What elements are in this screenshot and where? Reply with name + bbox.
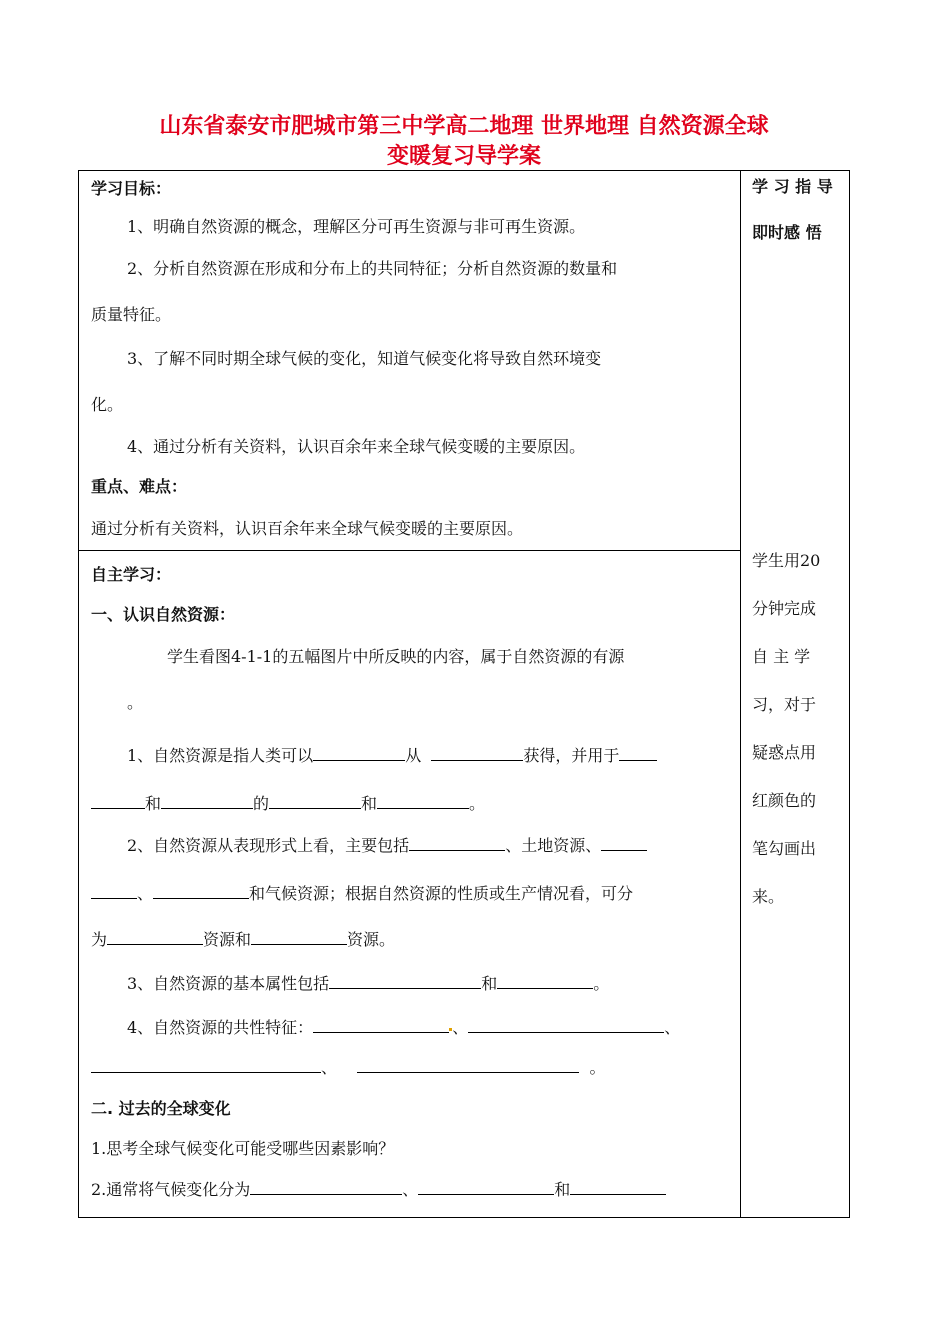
question-2-line-2 <box>91 883 633 904</box>
title-line-2: 变暖复习导学案 <box>386 144 541 169</box>
intro-line-1: 学生看图4-1-1的五幅图片中所反映的内容，属于自然资源的有源 <box>167 647 625 666</box>
intro-line-2: 。 <box>127 693 144 712</box>
q2-blank-3[interactable] <box>91 883 137 899</box>
objective-3-line-2: 化。 <box>91 395 124 414</box>
q1-text-a: 1、自然资源是指人类可以 <box>127 746 314 765</box>
key-points-text: 通过分析有关资料，认识百余年来全球气候变暖的主要原因。 <box>91 519 524 538</box>
sidebar-note-line-5: 疑惑点用 <box>752 743 817 762</box>
sidebar-guide-label: 学 习 指 导 <box>752 177 833 196</box>
s2-q2-text-c: 和 <box>554 1180 571 1199</box>
q2-text-b: 、土地资源、 <box>505 836 602 855</box>
q1-blank-2[interactable] <box>431 745 523 761</box>
q1-text-b: 从 <box>405 746 422 765</box>
sidebar-note-line-1: 学生用20 <box>752 551 821 570</box>
q3-blank-1[interactable] <box>329 973 481 989</box>
objective-1: 1、明确自然资源的概念，理解区分可再生资源与非可再生资源。 <box>127 217 586 236</box>
s2-q2-text-a: 2.通常将气候变化分为 <box>91 1180 251 1199</box>
q4-blank-2[interactable] <box>468 1017 664 1033</box>
objective-2-line-1: 2、分析自然资源在形成和分布上的共同特征；分析自然资源的数量和 <box>127 259 618 278</box>
q4-blank-3[interactable] <box>91 1057 321 1073</box>
s2-q2-blank-1[interactable] <box>250 1179 402 1195</box>
question-1-line-2 <box>91 793 485 814</box>
q1-text-f: 和 <box>361 794 378 813</box>
sidebar-insight-label: 即时感 悟 <box>752 223 822 242</box>
key-points-heading: 重点、难点： <box>91 477 188 496</box>
s2-q2-text-b: 、 <box>402 1180 419 1199</box>
q2-blank-2[interactable] <box>601 835 647 851</box>
q2-blank-6[interactable] <box>251 929 347 945</box>
objective-4: 4、通过分析有关资料，认识百余年来全球气候变暖的主要原因。 <box>127 437 586 456</box>
self-study-heading: 自主学习： <box>91 565 172 584</box>
question-2-line-1 <box>127 835 647 856</box>
sidebar-note-line-6: 红颜色的 <box>752 791 817 810</box>
q1-blank-1[interactable] <box>313 745 405 761</box>
q4-text-b: 、 <box>452 1018 469 1037</box>
row-divider <box>79 550 740 551</box>
q1-blank-6[interactable] <box>269 793 361 809</box>
question-1-line-1 <box>127 745 657 766</box>
question-4-line-1 <box>127 1017 680 1038</box>
objectives-heading: 学习目标： <box>91 179 172 198</box>
q4-blank-1[interactable] <box>313 1017 449 1033</box>
objective-2-line-2: 质量特征。 <box>91 305 172 324</box>
q1-blank-5[interactable] <box>161 793 253 809</box>
q1-text-c: 获得，并用于 <box>523 746 620 765</box>
section-2-question-1: 1.思考全球气候变化可能受哪些因素影响？ <box>91 1139 395 1158</box>
column-divider <box>740 171 741 1217</box>
objective-3-line-1: 3、了解不同时期全球气候的变化，知道气候变化将导致自然环境变 <box>127 349 602 368</box>
document-title <box>78 112 850 172</box>
q1-text-e: 的 <box>253 794 270 813</box>
s2-q2-blank-2[interactable] <box>418 1179 554 1195</box>
q3-text-a: 3、自然资源的基本属性包括 <box>127 974 330 993</box>
q4-text-a: 4、自然资源的共性特征： <box>127 1018 314 1037</box>
q2-text-d: 和气候资源；根据自然资源的性质或生产情况看，可分 <box>249 884 634 903</box>
question-2-line-3 <box>91 929 395 950</box>
q4-text-d: 、 <box>321 1058 338 1077</box>
title-line-1: 山东省泰安市肥城市第三中学高二地理 世界地理 自然资源全球 <box>159 114 769 139</box>
q2-text-g: 资源。 <box>347 930 396 949</box>
sidebar-note-line-2: 分钟完成 <box>752 599 817 618</box>
sidebar-note-line-3: 自 主 学 <box>752 647 811 666</box>
section-2-question-2 <box>91 1179 666 1200</box>
q3-blank-2[interactable] <box>497 973 593 989</box>
q1-blank-3[interactable] <box>619 745 657 761</box>
section-1-heading: 一、认识自然资源： <box>91 605 236 624</box>
q1-blank-4[interactable] <box>91 793 145 809</box>
q2-blank-4[interactable] <box>153 883 249 899</box>
q2-text-e: 为 <box>91 930 108 949</box>
sidebar-note-line-4: 习，对于 <box>752 695 817 714</box>
section-2-heading: 二. 过去的全球变化 <box>91 1099 231 1118</box>
q2-text-a: 2、自然资源从表现形式上看，主要包括 <box>127 836 410 855</box>
q4-text-c: 、 <box>664 1018 681 1037</box>
sidebar-note-line-7: 笔勾画出 <box>752 839 817 858</box>
q4-blank-4[interactable] <box>357 1057 579 1073</box>
q4-text-e: 。 <box>589 1058 606 1077</box>
q3-text-b: 和 <box>481 974 498 993</box>
sidebar-note-line-8: 来。 <box>752 887 785 906</box>
question-3 <box>127 973 609 994</box>
q1-blank-7[interactable] <box>377 793 469 809</box>
s2-q2-blank-3[interactable] <box>570 1179 666 1195</box>
q2-text-f: 资源和 <box>203 930 252 949</box>
question-4-line-2 <box>91 1057 606 1078</box>
q2-text-c: 、 <box>137 884 154 903</box>
worksheet-table <box>78 170 850 1218</box>
q1-text-d: 和 <box>145 794 162 813</box>
q1-text-g: 。 <box>469 794 486 813</box>
q2-blank-1[interactable] <box>409 835 505 851</box>
q3-text-c: 。 <box>593 974 610 993</box>
q2-blank-5[interactable] <box>107 929 203 945</box>
